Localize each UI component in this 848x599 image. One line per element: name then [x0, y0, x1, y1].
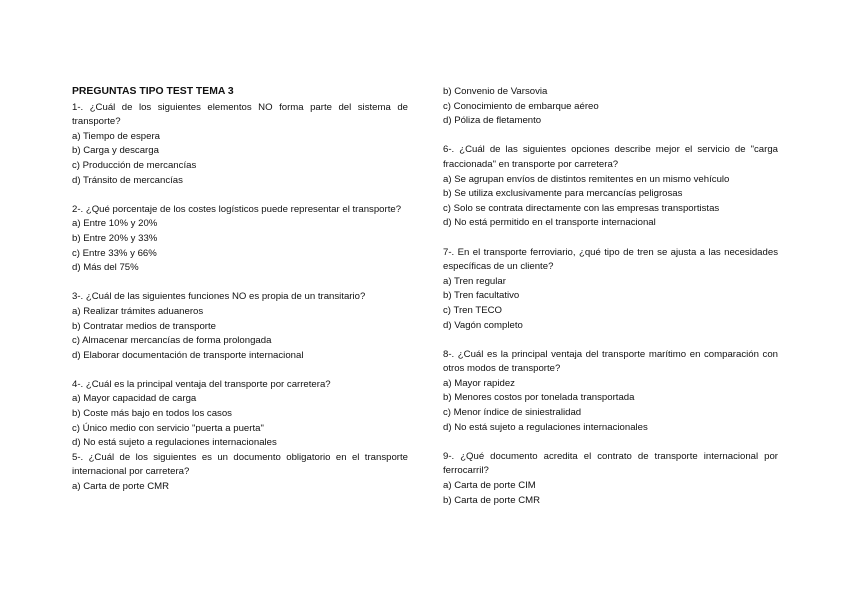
question-block — [443, 143, 778, 245]
question-text: 3-. ¿Cuál de las siguientes funciones NO es propia de un transitario? — [72, 291, 366, 303]
question-block — [72, 378, 408, 451]
answer-option: a) Tiempo de espera — [72, 130, 160, 142]
question-text: 9-. ¿Qué documento acredita el contrato de transporte internacional por ferrocarril? — [443, 450, 778, 477]
question-block — [443, 246, 778, 348]
question-block — [72, 290, 408, 378]
spacer — [443, 231, 778, 246]
document-title: PREGUNTAS TIPO TEST TEMA 3 — [72, 86, 234, 97]
question-text: 7-. En el transporte ferroviario, ¿qué tipo de tren se ajusta a las necesidades específicas de un cliente? — [443, 246, 778, 273]
answer-option: b) Carta de porte CMR — [443, 494, 541, 506]
question-text: 6-. ¿Cuál de las siguientes opciones describe mejor el servicio de "carga fraccionada" en transporte por carretera? — [443, 144, 778, 170]
answer-option: c) Menor índice de siniestralidad — [443, 407, 582, 419]
answer-option: c) Único medio con servicio "puerta a puerta" — [72, 422, 264, 434]
answer-option: c) Almacenar mercancías de forma prolongada — [72, 335, 272, 347]
answer-option: b) Coste más bajo en todos los casos — [72, 408, 232, 420]
question-block — [72, 451, 408, 495]
question-text: 1-. ¿Cuál de los siguientes elementos NO forma parte del sistema de transporte? — [72, 101, 408, 128]
spacer — [443, 435, 778, 450]
answer-option: a) Realizar trámites aduaneros — [72, 305, 204, 317]
question-list — [72, 101, 408, 495]
answer-option: c) Conocimiento de embarque aéreo — [443, 100, 599, 112]
answer-option: a) Se agrupan envíos de distintos remitentes en un mismo vehículo — [443, 173, 730, 185]
left-column — [72, 85, 408, 495]
answer-option: b) Entre 20% y 33% — [72, 232, 158, 244]
answer-option: a) Mayor rapidez — [443, 377, 515, 389]
answer-option: d) No está permitido en el transporte internacional — [443, 217, 656, 229]
answer-option: b) Tren facultativo — [443, 290, 520, 302]
question-text: 4-. ¿Cuál es la principal ventaja del transporte por carretera? — [72, 378, 331, 390]
answer-option: b) Carga y descarga — [72, 145, 159, 157]
question-text: 8-. ¿Cuál es la principal ventaja del transporte marítimo en comparación con otros modos de transporte? — [443, 348, 778, 375]
question-block — [443, 450, 778, 508]
question-list — [443, 85, 778, 508]
answer-option: c) Tren TECO — [443, 304, 502, 316]
answer-option: a) Entre 10% y 20% — [72, 218, 158, 230]
question-block — [443, 348, 778, 450]
answer-option: c) Solo se contrata directamente con las empresas transportistas — [443, 202, 720, 214]
spacer — [443, 333, 778, 348]
answer-option: c) Entre 33% y 66% — [72, 247, 157, 259]
answer-option: b) Convenio de Varsovia — [443, 86, 548, 97]
answer-option: d) No está sujeto a regulaciones internacionales — [72, 437, 277, 449]
answer-option: d) Póliza de fletamento — [443, 115, 542, 127]
answer-option: a) Tren regular — [443, 275, 506, 287]
question-block — [72, 203, 408, 291]
answer-option: d) Más del 75% — [72, 262, 139, 274]
answer-option: a) Carta de porte CIM — [443, 480, 536, 492]
answer-option: a) Carta de porte CMR — [72, 481, 170, 493]
question-text: 5-. ¿Cuál de los siguientes es un documento obligatorio en el transporte internacional por carretera? — [72, 451, 408, 478]
question-text: 2-. ¿Qué porcentaje de los costes logísticos puede representar el transporte? — [72, 203, 402, 215]
spacer — [72, 188, 408, 203]
answer-option: c) Producción de mercancías — [72, 159, 197, 171]
answer-option: b) Contratar medios de transporte — [72, 320, 216, 332]
answer-option: b) Se utiliza exclusivamente para mercancías peligrosas — [443, 188, 683, 200]
spacer — [72, 276, 408, 291]
answer-option: d) Tránsito de mercancías — [72, 174, 183, 186]
right-column — [443, 85, 778, 508]
answer-option: d) Vagón completo — [443, 319, 523, 331]
answer-option: d) No está sujeto a regulaciones internacionales — [443, 421, 648, 433]
answer-option: a) Mayor capacidad de carga — [72, 393, 197, 405]
question-block — [443, 85, 778, 143]
answer-option: b) Menores costos por tonelada transportada — [443, 392, 635, 404]
spacer — [443, 129, 778, 144]
question-block — [72, 101, 408, 203]
answer-option: d) Elaborar documentación de transporte internacional — [72, 349, 304, 361]
spacer — [72, 363, 408, 378]
